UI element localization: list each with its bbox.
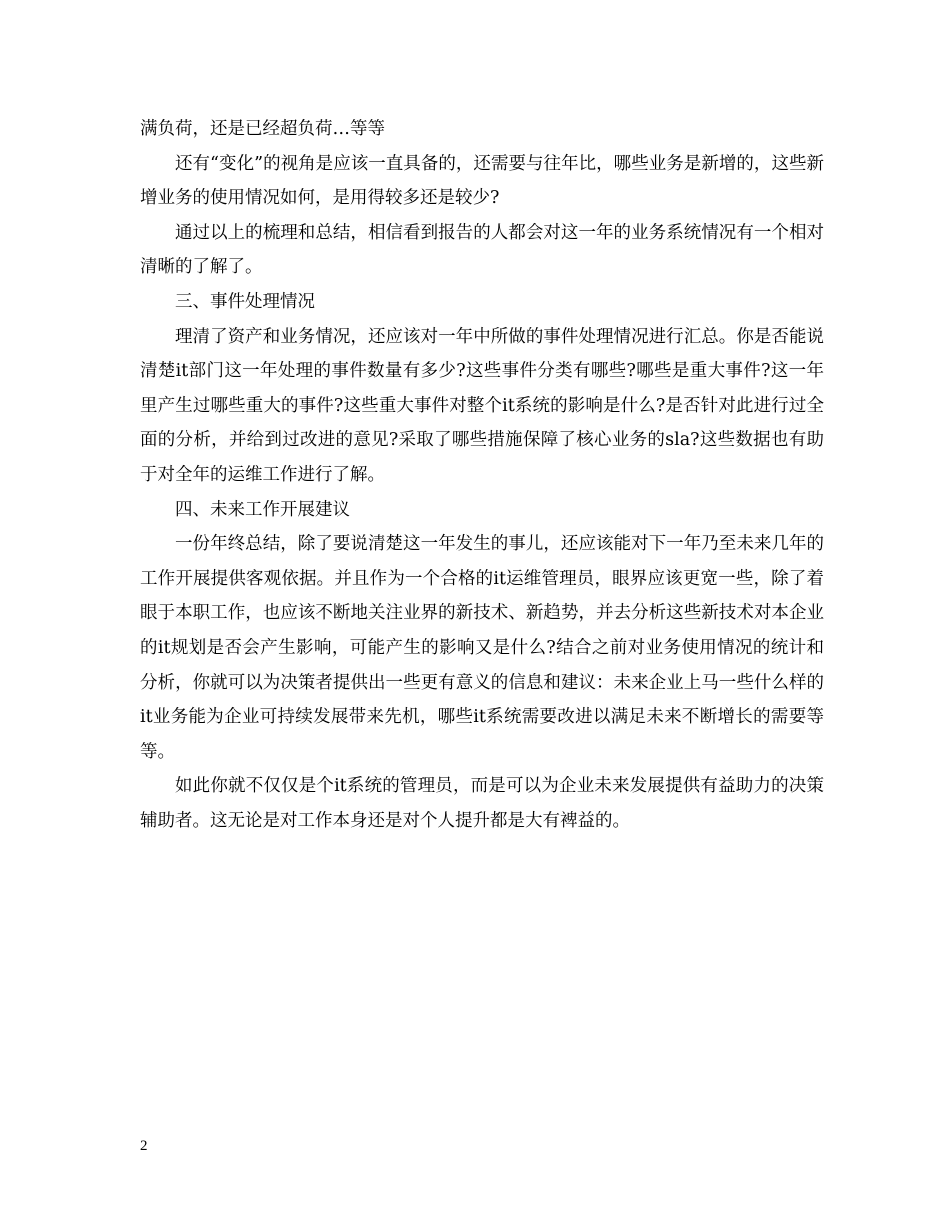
paragraph-change-perspective: 还有“变化”的视角是应该一直具备的，还需要与往年比，哪些业务是新增的，这些新增业务的使用情况如何，是用得较多还是较少?	[140, 153, 824, 209]
paragraph-future-work: 一份年终总结，除了要说清楚这一年发生的事儿，还应该能对下一年乃至未来几年的工作开展提供客观依据。并且作为一个合格的it运维管理员，眼界应该更宽一些，除了着眼于本职工作，也应该不断地关注业界的新技术、新趋势，并去分析这些新技术对本企业的it规划是否会产生影响，可能产生的影响又是什么?结合之前对业务使用情况的统计和分析，你就可以为决策者提供出一些更有意义的信息和建议：未来企业上马一些什么样的it业务能为企业可持续发展带来先机，哪些it系统需要改进以满足未来不断增长的需要等等。	[140, 534, 824, 762]
paragraph-summary: 通过以上的梳理和总结，相信看到报告的人都会对这一年的业务系统情况有一个相对清晰的了解了。	[140, 222, 824, 278]
document-body	[140, 112, 824, 838]
page-number: 2	[140, 1138, 148, 1154]
paragraph-event-handling: 理清了资产和业务情况，还应该对一年中所做的事件处理情况进行汇总。你是否能说清楚it部门这一年处理的事件数量有多少?这些事件分类有哪些?哪些是重大事件?这一年里产生过哪些重大的事件?这些重大事件对整个it系统的影响是什么?是否针对此进行过全面的分析，并给到过改进的意见?采取了哪些措施保障了核心业务的sla?这些数据也有助于对全年的运维工作进行了解。	[140, 326, 824, 485]
paragraph-continuation: 满负荷，还是已经超负荷…等等	[140, 119, 385, 139]
paragraph-conclusion: 如此你就不仅仅是个it系统的管理员，而是可以为企业未来发展提供有益助力的决策辅助者。这无论是对工作本身还是对个人提升都是大有裨益的。	[140, 776, 824, 831]
section-heading-future-work: 四、未来工作开展建议	[175, 499, 350, 520]
section-heading-event-handling: 三、事件处理情况	[175, 291, 315, 312]
